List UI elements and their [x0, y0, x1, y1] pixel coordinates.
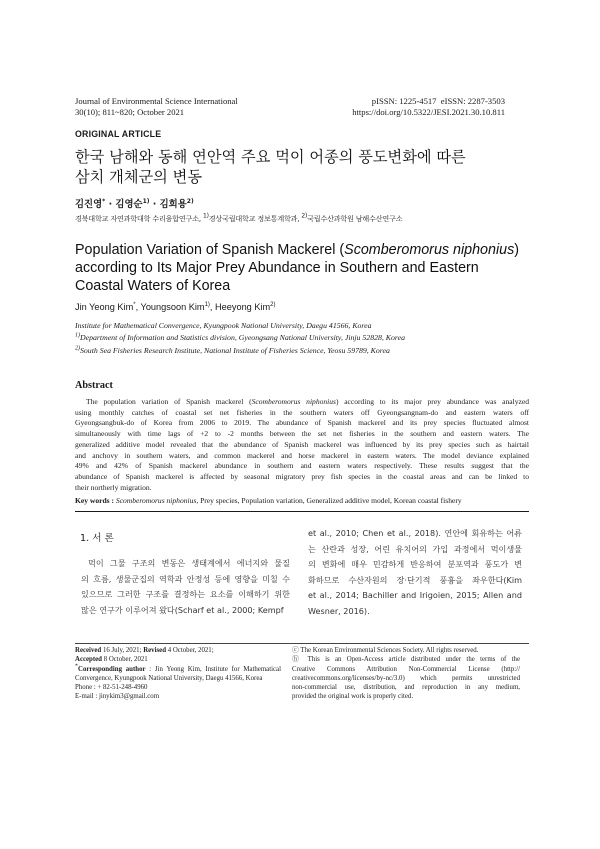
intro-left-line-3: 있으므로 그러한 구조를 결정하는 요소를 이해하기 위한: [81, 589, 290, 600]
issn: pISSN: 1225-4517 eISSN: 2287-3503: [371, 96, 505, 106]
author-ko-2: 김영순: [115, 199, 143, 210]
title-english-line-2: according to Its Major Prey Abundance in Southern and Eastern: [75, 260, 479, 276]
abstract-line-8: abundance of Spanish mackerel is affected by seasonal migratory prey fish species in the coastal areas and can be linked to: [75, 471, 529, 481]
corr-mark: *: [75, 663, 78, 670]
license-5: provided the original work is properly cited.: [292, 693, 414, 701]
accepted-label: Accepted: [75, 656, 102, 664]
section-heading: 1. 서 론: [80, 533, 114, 544]
intro-right-line-6: Wesner, 2016).: [308, 605, 370, 616]
author-en-2: Youngsoon Kim: [140, 302, 205, 312]
title-english-line-3: Coastal Waters of Korea: [75, 278, 231, 294]
affil-ko-1: 경북대학교 자연과학대학 수리융합연구소,: [75, 214, 203, 223]
keywords: [75, 496, 462, 505]
footer-right-divider: [283, 643, 529, 644]
title-english-line-1: [75, 241, 519, 259]
affil-ko-3: 국립수산과학원 남해수산연구소: [307, 214, 403, 223]
abstract-line-3: Gyeongsangbuk-do of Korea from 2006 to 2019. The abundance of Spanish mackerel and its prey species fluctuated almost: [75, 418, 529, 428]
license-1: ⓗ This is an Open-Access article distributed under the terms of the: [292, 656, 520, 664]
corr-label: Corresponding author: [78, 665, 146, 673]
footer-dates-1: [75, 646, 281, 655]
corresponding-author: [75, 665, 281, 674]
license-2: Creative Commons Attribution Non-Commercial License (http://: [292, 665, 520, 673]
authors-korean: [75, 196, 194, 210]
footer-left: [75, 646, 281, 702]
received-date: 16 July, 2021;: [101, 647, 144, 654]
title-en-1-pre: Population Variation of Spanish Mackerel (: [75, 242, 345, 258]
author-en-1: Jin Yeong Kim: [75, 302, 134, 312]
abstract-line-9: their northerly migration.: [75, 482, 152, 492]
author-en-sep-1: ,: [135, 302, 141, 312]
species-name: Scomberomorus niphonius: [344, 242, 515, 258]
intro-left-line-2: 의 흐름, 생물군집의 역학과 안정성 등에 영향을 미칠 수: [81, 573, 290, 584]
author-ko-3-mark: 2): [186, 197, 194, 205]
affiliations-korean: [75, 214, 402, 224]
author-en-3: Heeyong Kim: [215, 302, 271, 312]
affil-ko-2: 경상국립대학교 정보통계학과,: [208, 214, 302, 223]
keyword-species: Scomberomorus niphonius: [115, 496, 197, 505]
affil-en-2-mark: 1): [75, 332, 80, 339]
author-ko-sep-1: ·: [105, 199, 116, 210]
accepted-date: 8 October, 2021: [101, 656, 148, 664]
affil-ko-2-mark: 1): [202, 212, 209, 220]
abstract-heading: Abstract: [75, 380, 113, 391]
abstract-line-2: using monthly catches of coastal set net fisheries in the southern waters off Gyeongsangnam-do and eastern waters off: [75, 407, 529, 417]
abstract-line-7: 49% and 42% of Spanish mackerel abundance in southern and eastern waters respectively. These results suggest that the: [75, 461, 529, 471]
abstract-line-1: The population variation of Spanish mackerel (Scomberomorus niphonius) according to its major prey abundance was analyzed: [86, 397, 529, 406]
title-korean-line-1: 한국 남해와 동해 연안역 주요 먹이 어종의 풍도변화에 따른: [75, 148, 466, 166]
author-ko-sep-2: ·: [149, 199, 160, 210]
author-ko-3: 김희용: [159, 199, 187, 210]
article-type: ORIGINAL ARTICLE: [75, 129, 162, 139]
affiliations-english: [75, 320, 405, 357]
affil-en-2-text: Department of Information and Statistics division, Gyeongsang National University, Jinju 52828, Korea: [80, 333, 405, 343]
revised-label: Revised: [143, 647, 166, 654]
copyright: ⓒ The Korean Environmental Sciences Society. All rights reserved.: [292, 647, 479, 654]
intro-right-line-3: 의 변화에 매우 민감하게 반응하여 분포역과 풍도가 변: [308, 559, 522, 570]
title-en-1-post: ): [514, 242, 519, 258]
intro-right-line-5: et al., 2014; Bachiller and Irigoien, 2015; Allen and: [308, 590, 522, 601]
author-en-2-mark: 1): [204, 301, 210, 308]
intro-right-line-4: 화하므로 수산자원의 장·단기적 풍흉을 좌우한다(Kim: [308, 574, 522, 585]
intro-left-column: [81, 556, 290, 618]
keywords-label: Key words :: [75, 496, 116, 505]
affil-en-1: Institute for Mathematical Convergence, Kyungpook National University, Daegu 41566, Korea: [75, 321, 372, 330]
authors-english: [75, 302, 276, 312]
intro-right-line-1: et al., 2010; Chen et al., 2018). 연안에 회유하는 어류: [308, 528, 522, 538]
title-english: [75, 241, 519, 295]
title-korean: [75, 147, 466, 187]
abstract-body: [75, 397, 529, 493]
author-ko-1: 김진영: [75, 199, 103, 210]
footer-right: [292, 646, 520, 702]
title-korean-line-2: 삼치 개체군의 변동: [75, 168, 203, 186]
corr-email[interactable]: E-mail : jinykim3@gmail.com: [75, 693, 160, 701]
journal-name: Journal of Environmental Science International: [75, 96, 238, 106]
intro-right-line-2: 는 산란과 성장, 어린 유치어의 가입 과정에서 먹이생물: [308, 543, 522, 554]
affil-en-2: [75, 332, 405, 344]
author-en-sep-2: ,: [209, 302, 216, 312]
affil-en-3-text: South Sea Fisheries Research Institute, National Institute of Fisheries Science, Yeosu 59789, Korea: [80, 345, 390, 355]
received-label: Received: [75, 647, 102, 654]
affil-en-3: [75, 345, 405, 357]
revised-date: 4 October, 2021;: [166, 647, 214, 654]
abstract-line-5: generalized additive model revealed that the abundance of Spanish mackerel was influenced by its prey species such as hairtail: [75, 439, 529, 449]
corr-text: : Jin Yeong Kim, Institute for Mathematical: [149, 665, 281, 673]
doi-link[interactable]: https://doi.org/10.5322/JESI.2021.30.10.811: [352, 107, 505, 117]
footer-dates-2: [75, 655, 281, 664]
intro-left-line-4: 많은 연구가 이루어져 왔다(Scharf et al., 2000; Kempf: [81, 604, 284, 615]
corr-phone: Phone : + 82-51-248-4960: [75, 684, 148, 692]
author-ko-1-mark: *: [102, 197, 106, 205]
license-4: non-commercial use, distribution, and reproduction in any medium,: [292, 684, 520, 692]
corr-address: Convergence, Kyungpook National University, Daegu 41566, Korea: [75, 674, 263, 682]
intro-left-line-1: 먹이 그물 구조의 변동은 생태계에서 에너지와 물질: [88, 558, 290, 568]
intro-right-column: [308, 526, 522, 620]
affil-ko-3-mark: 2): [301, 212, 308, 220]
abstract-line-6: and anchovy in southern waters, and common mackerel and horse mackerel in eastern waters. The model deviance explained: [75, 450, 529, 460]
license-3[interactable]: creativecommons.org/licenses/by-nc/3.0) which permits unrestricted: [292, 674, 520, 682]
keywords-rest: , Prey species, Population variation, Generalized additive model, Korean coastal fishery: [196, 496, 462, 505]
keywords-divider: [75, 511, 529, 512]
footer-left-divider: [75, 643, 283, 644]
author-ko-2-mark: 1): [142, 197, 150, 205]
abstract-line-4: simultaneously with time lags of +2 to -2 months between the set net fisheries in the southern and eastern waters. The: [75, 429, 529, 439]
affil-en-3-mark: 2): [75, 345, 80, 351]
author-en-1-mark: *: [133, 301, 136, 308]
journal-volume: 30(10); 811~820; October 2021: [75, 107, 185, 117]
author-en-3-mark: 2): [270, 301, 276, 308]
